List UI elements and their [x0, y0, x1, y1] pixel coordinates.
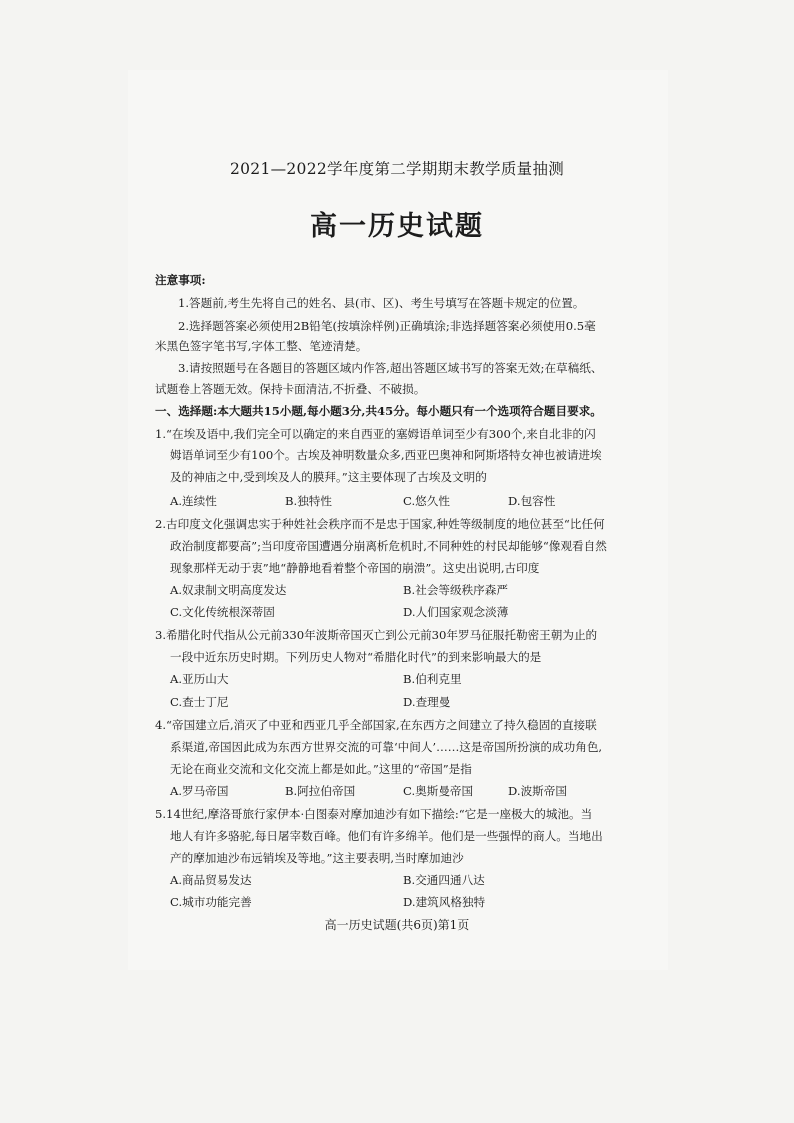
option-a: A.连续性 [170, 494, 217, 508]
question-line: 系渠道,帝国因此成为东西方世界交流的可靠‘中间人’……这是帝国所扮演的成功角色, [170, 740, 603, 754]
option-d: D.建筑风格独特 [403, 895, 486, 909]
exam-subtitle: 2021—2022学年度第二学期期末教学质量抽测 [229, 160, 565, 178]
option-c: C.奥斯曼帝国 [403, 784, 474, 798]
option-b: B.阿拉伯帝国 [285, 784, 356, 798]
option-b: B.交通四通八达 [403, 873, 485, 887]
option-a: A.奴隶制文明高度发达 [170, 583, 287, 597]
option-d: D.包容性 [508, 494, 556, 508]
question-line: 地人有许多骆驼,每日屠宰数百峰。他们有许多绵羊。他们是一些强悍的商人。当地出 [170, 829, 603, 843]
question-line: 2.古印度文化强调忠实于种姓社会秩序而不是忠于国家,种姓等级制度的地位甚至“比任何 [155, 517, 605, 531]
option-d: D.波斯帝国 [508, 784, 567, 798]
page-footer: 高一历史试题(共6页)第1页 [324, 918, 470, 932]
option-a: A.罗马帝国 [170, 784, 229, 798]
question-line: 政治制度都要高”;当印度帝国遭遇分崩离析危机时,不同种姓的村民却能够“像观看自然 [170, 539, 607, 553]
notice-line: 1.答题前,考生先将自己的姓名、县(市、区)、考生号填写在答题卡规定的位置。 [178, 296, 585, 310]
question-line: 4.“帝国建立后,消灭了中亚和西亚几乎全部国家,在东西方之间建立了持久稳固的直接联 [155, 718, 597, 732]
option-b: B.伯利克里 [403, 672, 462, 686]
option-c: C.查士丁尼 [170, 695, 229, 709]
question-line: 一段中近东历史时期。下列历史人物对“希腊化时代”的到来影响最大的是 [170, 650, 542, 664]
option-c: C.悠久性 [403, 494, 450, 508]
notice-line: 3.请按照题号在各题目的答题区域内作答,超出答题区域书写的答案无效;在草稿纸、 [178, 361, 603, 375]
option-a: A.亚历山大 [170, 672, 229, 686]
notice-line: 米黑色签字笔书写,字体工整、笔迹清楚。 [155, 339, 368, 353]
notice-heading: 注意事项: [155, 273, 206, 287]
section-heading: 一、选择题:本大题共15小题,每小题3分,共45分。每小题只有一个选项符合题目要求。 [155, 404, 602, 418]
option-a: A.商品贸易发达 [170, 873, 252, 887]
question-line: 及的神庙之中,受到埃及人的膜拜。”这主要体现了古埃及文明的 [170, 470, 487, 484]
question-line: 3.希腊化时代指从公元前330年波斯帝国灭亡到公元前30年罗马征服托勒密王朝为止的 [155, 628, 598, 642]
option-d: D.查理曼 [403, 695, 451, 709]
notice-line: 2.选择题答案必须使用2B铅笔(按填涂样例)正确填涂;非选择题答案必须使用0.5毫 [178, 319, 596, 333]
option-b: B.独特性 [285, 494, 332, 508]
option-c: C.文化传统根深蒂固 [170, 605, 275, 619]
question-line: 现象那样无动于衷”地“静静地看着整个帝国的崩溃”。这史出说明,古印度 [170, 561, 540, 575]
question-line: 1.“在埃及语中,我们完全可以确定的来自西亚的塞姆语单词至少有300个,来自北非的闪 [155, 427, 596, 441]
exam-title: 高一历史试题 [310, 211, 484, 242]
option-d: D.人们国家观念淡薄 [403, 605, 509, 619]
option-c: C.城市功能完善 [170, 895, 252, 909]
question-line: 产的摩加迪沙布远销埃及等地。”这主要表明,当时摩加迪沙 [170, 851, 464, 865]
notice-line: 试题卷上答题无效。保持卡面清洁,不折叠、不破损。 [155, 382, 426, 396]
question-line: 无论在商业交流和文化交流上都是如此。”这里的“帝国”是指 [170, 762, 472, 776]
option-b: B.社会等级秩序森严 [403, 583, 508, 597]
question-line: 姆语单词至少有100个。古埃及神明数量众多,西亚巴奥神和阿斯塔特女神也被请进埃 [170, 448, 602, 462]
question-line: 5.14世纪,摩洛哥旅行家伊本·白图泰对摩加迪沙有如下描绘:“它是一座极大的城池。当 [155, 807, 593, 821]
